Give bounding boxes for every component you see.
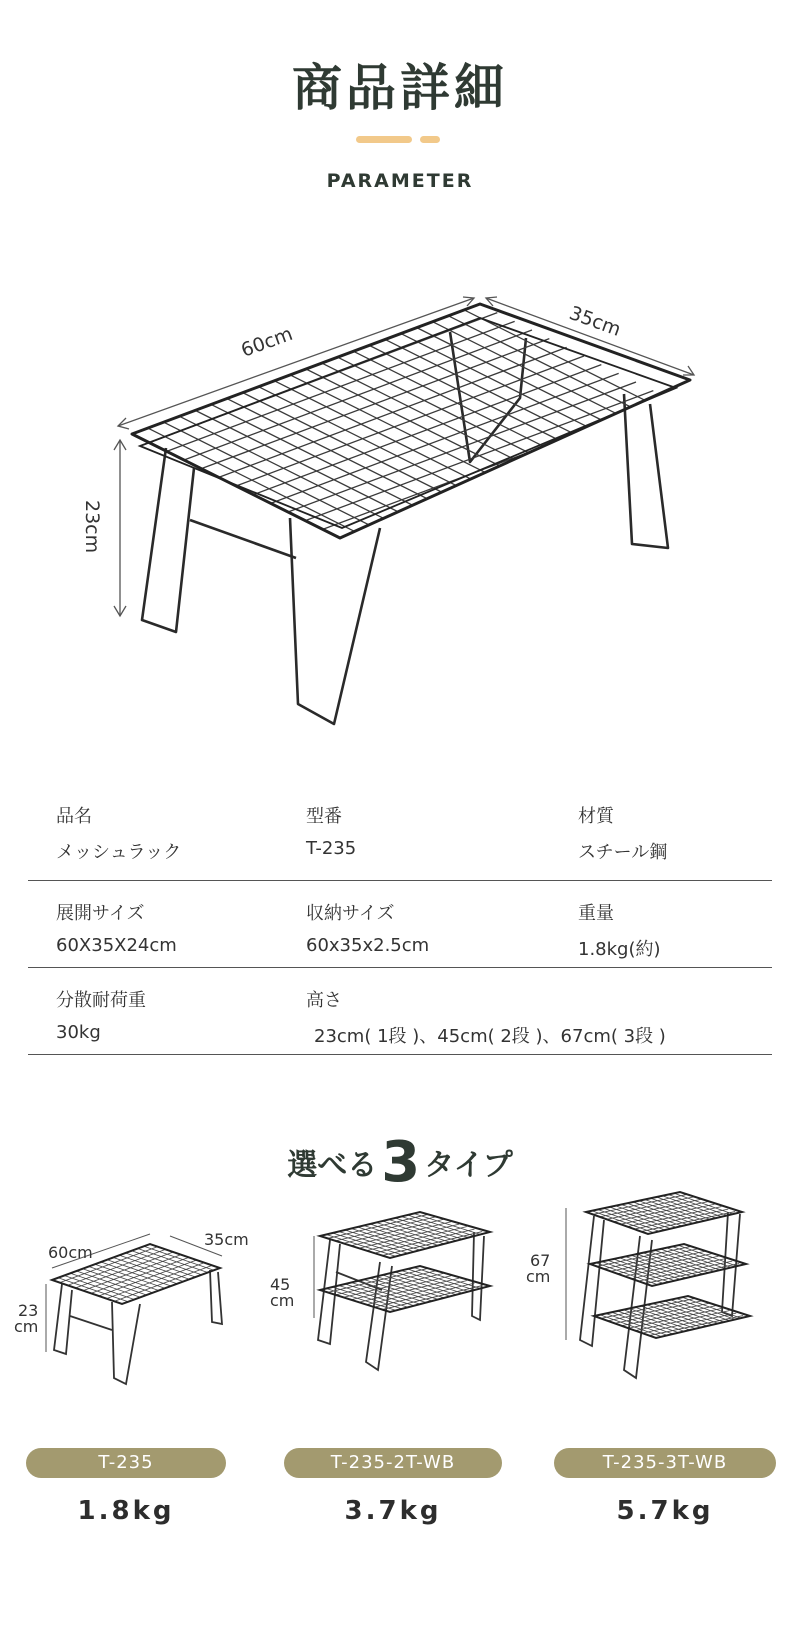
types-title-after: タイプ bbox=[424, 1148, 513, 1183]
type2-model-badge: T-235-2T-WB bbox=[284, 1448, 502, 1478]
spec-value-open-size: 60X35X24cm bbox=[56, 935, 177, 956]
spec-label-weight: 重量 bbox=[578, 903, 614, 924]
type2-dim-height-unit: cm bbox=[270, 1291, 295, 1310]
spec-value-material: スチール鋼 bbox=[578, 842, 668, 863]
type2-weight: 3.7kg bbox=[344, 1496, 442, 1526]
spec-label-storage-size: 収納サイズ bbox=[306, 903, 395, 924]
type1-dim-height-unit: cm bbox=[14, 1317, 39, 1336]
dim-label-depth: 35cm bbox=[566, 302, 624, 341]
spec-value-height: 23cm( 1段 )、45cm( 2段 )、67cm( 3段 ) bbox=[314, 1026, 666, 1047]
page-title: 商品詳細 bbox=[292, 59, 508, 117]
dim-label-height: 23cm bbox=[81, 500, 103, 554]
spec-value-load: 30kg bbox=[56, 1022, 101, 1043]
type1-dim-height-value: 23 bbox=[18, 1301, 39, 1320]
type1-dim-width: 60cm bbox=[48, 1243, 93, 1262]
page-subtitle: PARAMETER bbox=[326, 170, 474, 192]
spec-value-storage-size: 60x35x2.5cm bbox=[306, 935, 430, 956]
type3-model-badge: T-235-3T-WB bbox=[554, 1448, 776, 1478]
types-title-before: 選べる bbox=[287, 1148, 378, 1183]
dim-label-width: 60cm bbox=[238, 322, 296, 362]
spec-value-model: T-235 bbox=[306, 838, 357, 859]
types-title-number: 3 bbox=[381, 1130, 421, 1195]
type1-model-badge: T-235 bbox=[26, 1448, 226, 1478]
type1-dim-depth: 35cm bbox=[204, 1230, 249, 1249]
spec-label-height: 高さ bbox=[306, 990, 342, 1011]
spec-label-name: 品名 bbox=[56, 806, 92, 827]
spec-label-model: 型番 bbox=[306, 806, 342, 827]
type3-dim-height-unit: cm bbox=[526, 1267, 551, 1286]
type3-dim-height-value: 67 bbox=[530, 1251, 551, 1270]
type1-weight: 1.8kg bbox=[77, 1496, 175, 1526]
spec-label-load: 分散耐荷重 bbox=[56, 990, 146, 1011]
spec-label-material: 材質 bbox=[578, 806, 614, 827]
spec-value-weight: 1.8kg(約) bbox=[578, 939, 661, 960]
spec-label-open-size: 展開サイズ bbox=[56, 903, 145, 924]
type2-dim-height-value: 45 bbox=[270, 1275, 291, 1294]
spec-value-name: メッシュラック bbox=[56, 842, 182, 863]
type3-weight: 5.7kg bbox=[616, 1496, 714, 1526]
